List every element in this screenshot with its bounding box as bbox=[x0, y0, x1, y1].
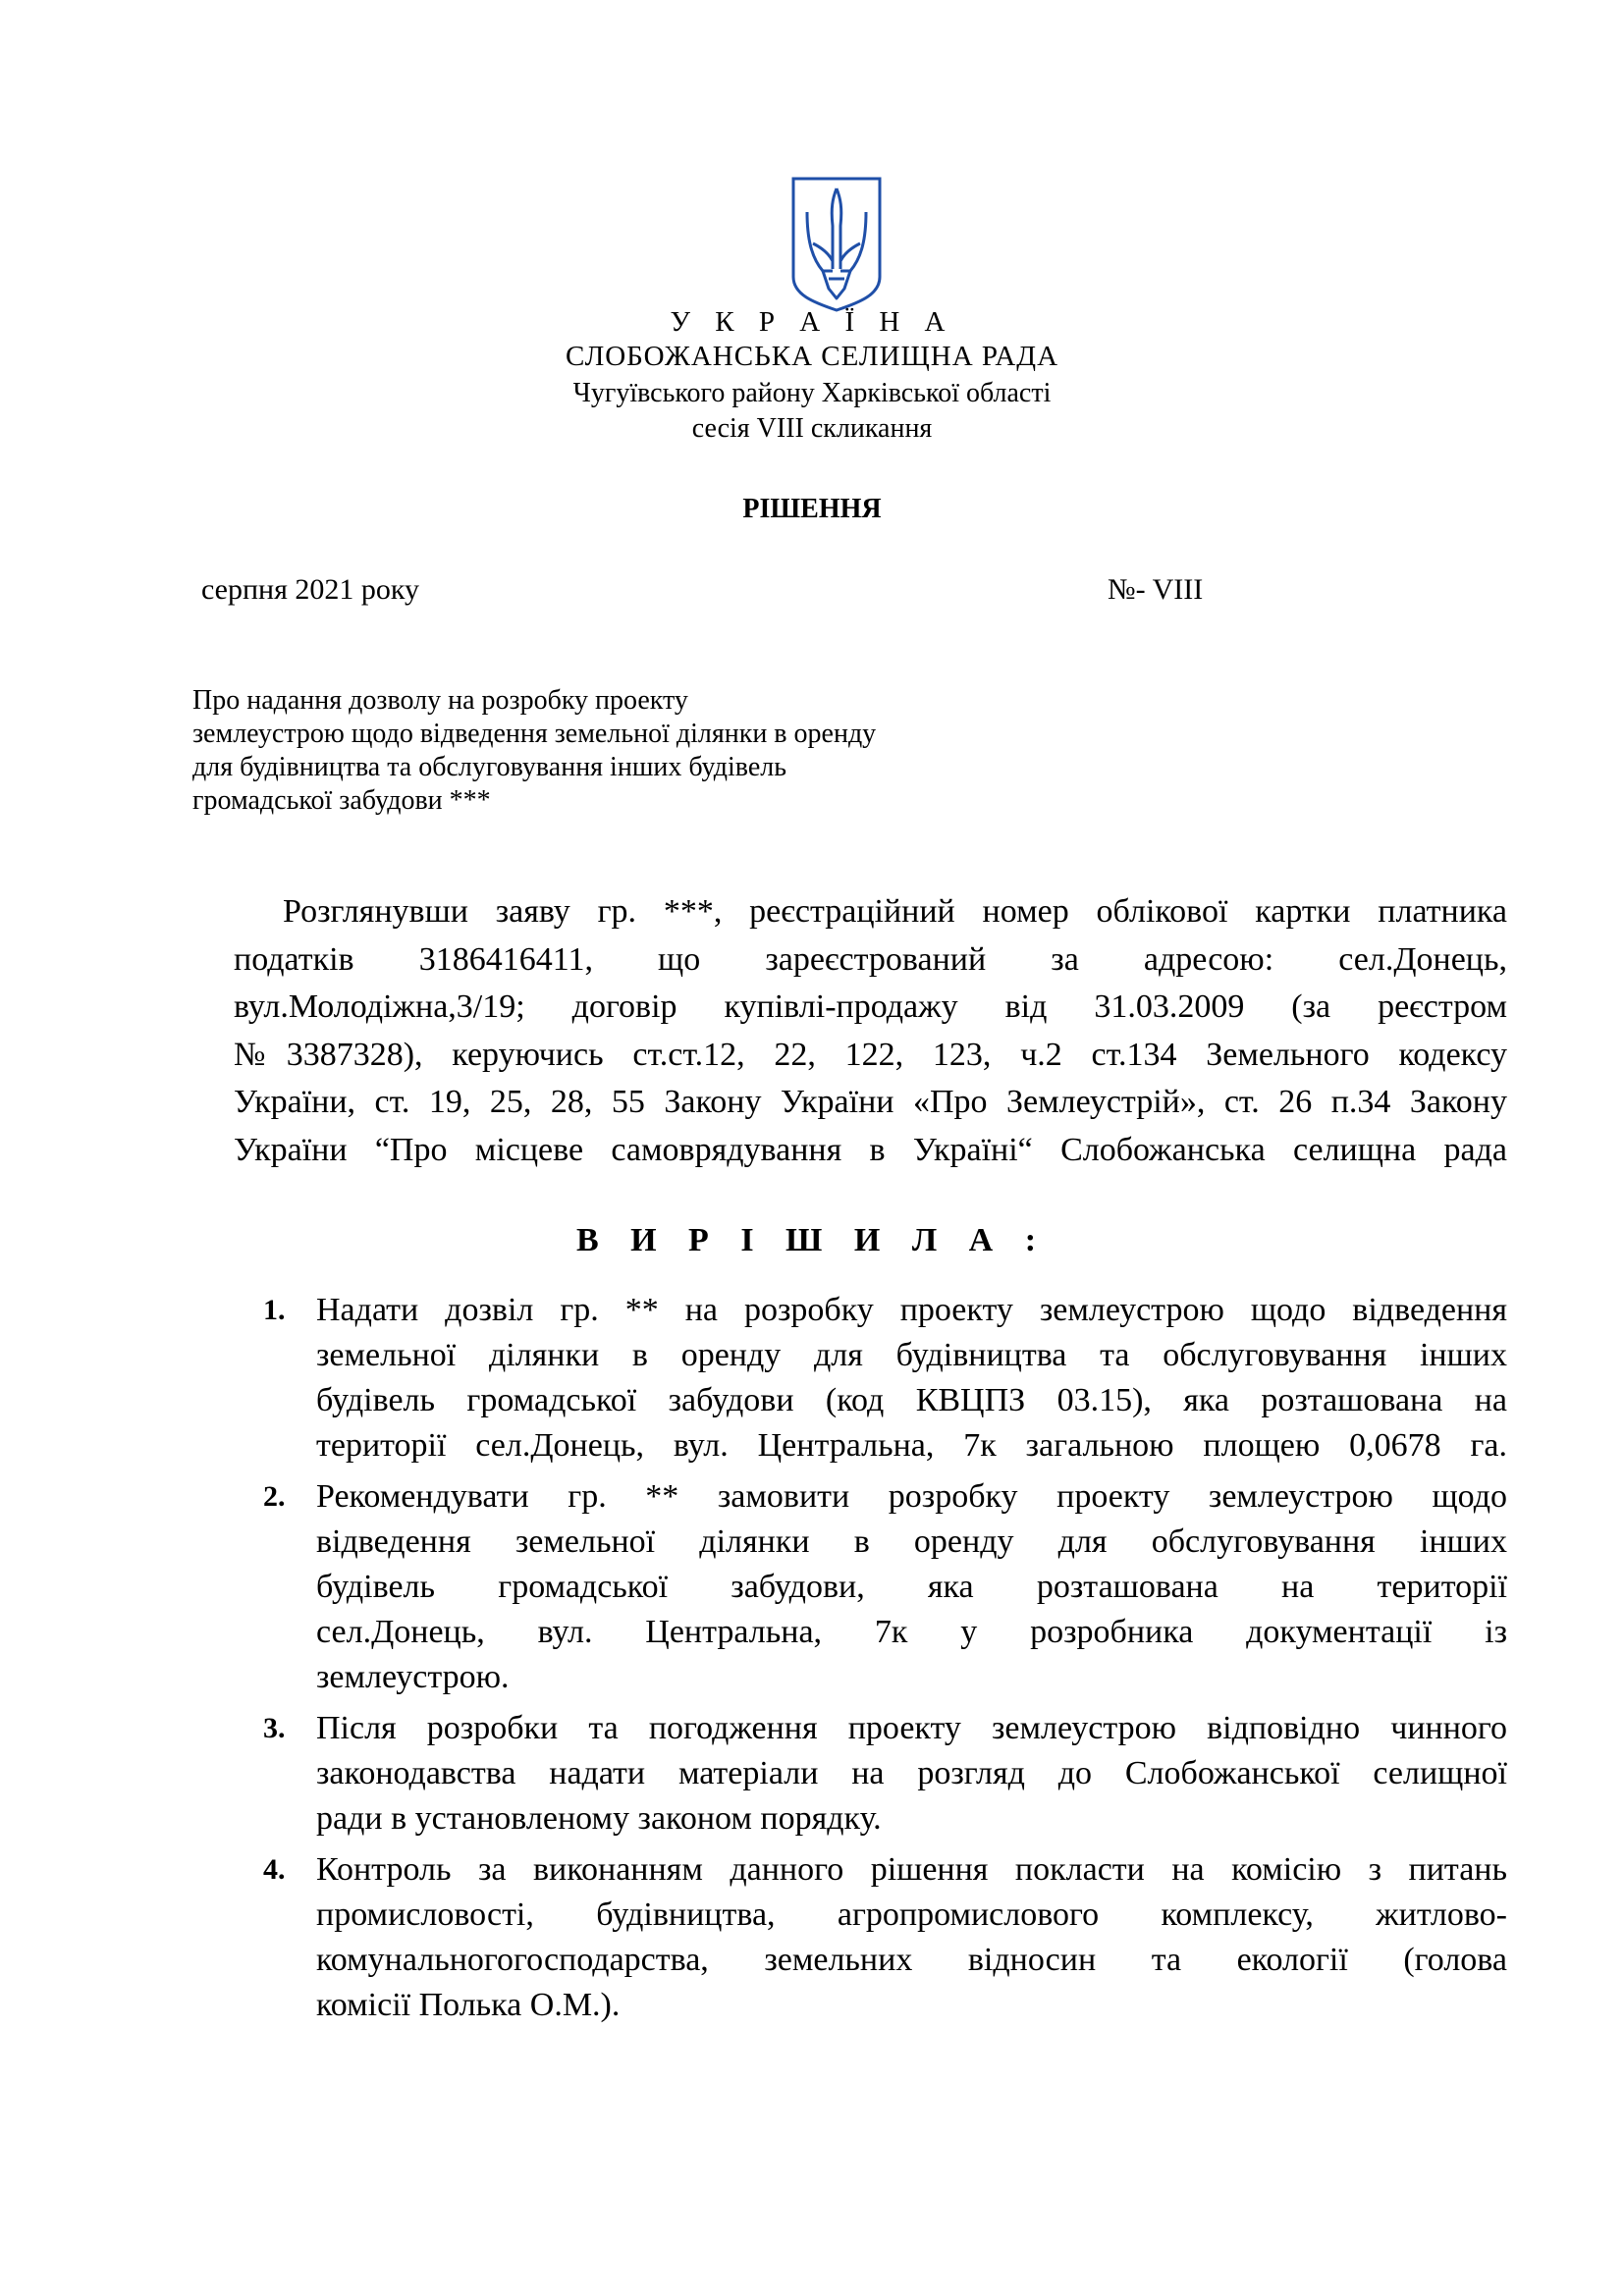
coat-of-arms-icon bbox=[789, 175, 884, 314]
preamble-paragraph bbox=[234, 888, 1507, 1174]
session-label: сесія VIII скликання bbox=[691, 413, 933, 444]
document-title: РІШЕННЯ bbox=[742, 494, 882, 524]
item-number: 2. bbox=[263, 1480, 286, 1513]
item-line: будівель громадської забудови (код КВЦПЗ 03.15), яка розташована на bbox=[316, 1382, 1507, 1418]
item-line: відведення земельної ділянки в оренду для обслуговування інших bbox=[316, 1523, 1507, 1560]
item-line: Рекомендувати гр. ** замовити розробку проекту землеустрою щодо bbox=[316, 1478, 1507, 1515]
item-line: будівель громадської забудови, яка розташована на території bbox=[316, 1569, 1507, 1605]
preamble-line: України “Про місцеве самоврядування в Україні“ Слобожанська селищна рада bbox=[234, 1131, 1507, 1168]
decision-subject bbox=[192, 684, 998, 818]
preamble-line: України, ст. 19, 25, 28, 55 Закону України «Про Землеустрій», ст. 26 п.34 Закону bbox=[234, 1084, 1507, 1120]
item-line: Контроль за виконанням данного рішення покласти на комісію з питань bbox=[316, 1851, 1507, 1888]
resolution-item-2 bbox=[263, 1474, 1507, 1700]
item-line: земельної ділянки в оренду для будівництва та обслуговування інших bbox=[316, 1337, 1507, 1373]
subject-line: Про надання дозволу на розробку проекту bbox=[192, 685, 688, 716]
item-line: промисловості, будівництва, агропромислового комплексу, житлово- bbox=[316, 1896, 1507, 1933]
item-line: комісії Полька О.М.). bbox=[316, 1987, 621, 2023]
item-number: 4. bbox=[263, 1853, 286, 1886]
decision-number: №- VIII bbox=[1108, 573, 1204, 606]
item-line: землеустрою. bbox=[316, 1659, 510, 1695]
item-line: комунальногогосподарства, земельних відносин та екології (голова bbox=[316, 1942, 1507, 1978]
resolved-heading: В И Р І Ш И Л А : bbox=[575, 1222, 1049, 1258]
item-line: Після розробки та погодження проекту землеустрою відповідно чинного bbox=[316, 1710, 1507, 1746]
resolution-items bbox=[263, 1288, 1507, 2034]
item-line: законодавства надати матеріали на розгляд до Слобожанської селищної bbox=[316, 1755, 1507, 1791]
item-number: 1. bbox=[263, 1294, 286, 1326]
item-number: 3. bbox=[263, 1712, 286, 1744]
country-title: У К Р А Ї Н А bbox=[670, 306, 954, 338]
decision-date: серпня 2021 року bbox=[201, 573, 420, 606]
item-line: ради в установленому законом порядку. bbox=[316, 1800, 882, 1837]
subject-line: для будівництва та обслуговування інших будівель bbox=[192, 752, 787, 782]
district-name: Чугуївського району Харківської області bbox=[572, 378, 1052, 408]
preamble-line: Розглянувши заяву гр. ***, реєстраційний номер облікової картки платника bbox=[283, 893, 1507, 930]
council-name: СЛОБОЖАНСЬКА СЕЛИЩНА РАДА bbox=[565, 341, 1059, 372]
resolution-item-4 bbox=[263, 1847, 1507, 2028]
subject-line: громадської забудови *** bbox=[192, 785, 491, 816]
item-line: Надати дозвіл гр. ** на розробку проекту землеустрою щодо відведення bbox=[316, 1292, 1507, 1328]
preamble-line: податків 3186416411, що зареєстрований за адресою: сел.Донець, bbox=[234, 940, 1507, 978]
preamble-line: вул.Молодіжна,3/19; договір купівлі-продажу від 31.03.2009 (за реєстром bbox=[234, 988, 1507, 1025]
item-line: сел.Донець, вул. Центральна, 7к у розробника документації із bbox=[316, 1614, 1507, 1650]
resolution-item-1 bbox=[263, 1288, 1507, 1468]
resolution-item-3 bbox=[263, 1706, 1507, 1842]
preamble-line: №3387328), керуючись ст.ст.12, 22, 122, 123, ч.2 ст.134 Земельного кодексу bbox=[234, 1036, 1507, 1073]
item-line: території сел.Донець, вул. Центральна, 7к загальною площею 0,0678 га. bbox=[316, 1427, 1507, 1464]
subject-line: землеустрою щодо відведення земельної ділянки в оренду bbox=[192, 719, 877, 749]
